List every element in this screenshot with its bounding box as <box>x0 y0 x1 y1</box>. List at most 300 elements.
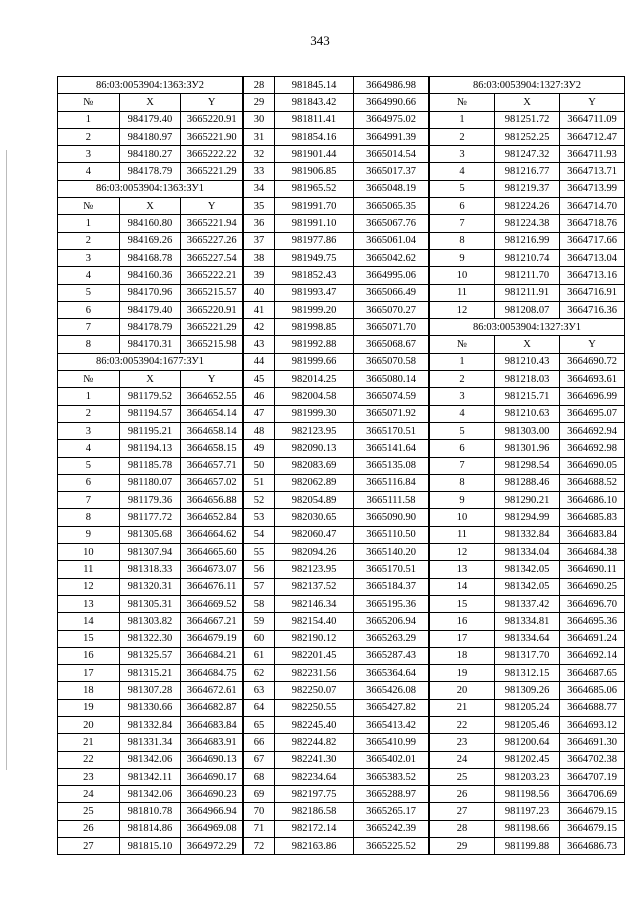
point-number-cell: 59 <box>244 613 275 630</box>
section-title-row <box>58 77 243 94</box>
table-row <box>430 128 625 145</box>
x-coordinate-cell: 981203.23 <box>495 768 560 785</box>
point-number-cell: 34 <box>244 180 275 197</box>
point-number-cell: 1 <box>430 111 495 128</box>
table-row <box>430 371 625 388</box>
y-coordinate-cell: 3665067.76 <box>354 215 429 232</box>
y-coordinate-cell: 3664657.02 <box>181 474 243 491</box>
x-coordinate-cell: 981342.06 <box>119 751 181 768</box>
point-number-cell: 22 <box>58 751 120 768</box>
point-number-cell: 8 <box>58 336 120 353</box>
y-coordinate-cell: 3664690.05 <box>560 457 625 474</box>
point-number-cell: 7 <box>58 492 120 509</box>
table-row <box>58 768 243 785</box>
table-row <box>244 751 429 768</box>
y-coordinate-cell: 3664679.15 <box>560 803 625 820</box>
table-row <box>244 665 429 682</box>
y-coordinate-cell: 3664707.19 <box>560 768 625 785</box>
x-coordinate-cell: 984170.31 <box>119 336 181 353</box>
table-row <box>58 561 243 578</box>
x-coordinate-cell: 981205.46 <box>495 716 560 733</box>
column-header-row <box>430 336 625 353</box>
y-coordinate-cell: 3664664.62 <box>181 526 243 543</box>
y-coordinate-cell: 3664702.38 <box>560 751 625 768</box>
x-coordinate-cell: 982244.82 <box>275 734 354 751</box>
point-number-cell: 69 <box>244 786 275 803</box>
x-coordinate-cell: 984169.26 <box>119 232 181 249</box>
point-number-cell: 8 <box>58 509 120 526</box>
x-coordinate-cell: 981330.66 <box>119 699 181 716</box>
point-number-cell: 4 <box>430 405 495 422</box>
table-row <box>58 440 243 457</box>
x-coordinate-cell: 981999.30 <box>275 405 354 422</box>
table-row <box>58 716 243 733</box>
section-title: 86:03:0053904:1363:ЗУ1 <box>58 180 243 197</box>
x-coordinate-cell: 984180.27 <box>119 146 181 163</box>
x-coordinate-cell: 981288.46 <box>495 474 560 491</box>
y-coordinate-cell: 3664691.30 <box>560 734 625 751</box>
point-number-cell: 1 <box>58 388 120 405</box>
y-coordinate-cell: 3665221.90 <box>181 128 243 145</box>
point-number-cell: 9 <box>58 526 120 543</box>
y-coordinate-cell: 3664658.14 <box>181 422 243 439</box>
x-coordinate-cell: 981199.88 <box>495 838 560 855</box>
y-coordinate-cell: 3664684.21 <box>181 647 243 664</box>
table-row <box>244 647 429 664</box>
x-coordinate-cell: 981216.77 <box>495 163 560 180</box>
table-row <box>430 405 625 422</box>
y-coordinate-cell: 3665141.64 <box>354 440 429 457</box>
column-header-x: X <box>119 371 181 388</box>
y-coordinate-cell: 3664690.11 <box>560 561 625 578</box>
table-row <box>244 457 429 474</box>
y-coordinate-cell: 3664692.98 <box>560 440 625 457</box>
point-number-cell: 67 <box>244 751 275 768</box>
point-number-cell: 5 <box>58 284 120 301</box>
x-coordinate-cell: 981949.75 <box>275 249 354 266</box>
x-coordinate-cell: 981219.37 <box>495 180 560 197</box>
point-number-cell: 3 <box>58 422 120 439</box>
point-number-cell: 31 <box>244 128 275 145</box>
y-coordinate-cell: 3665080.14 <box>354 371 429 388</box>
point-number-cell: 21 <box>58 734 120 751</box>
table-row <box>58 492 243 509</box>
y-coordinate-cell: 3665066.49 <box>354 284 429 301</box>
x-coordinate-cell: 982250.07 <box>275 682 354 699</box>
y-coordinate-cell: 3665140.20 <box>354 544 429 561</box>
y-coordinate-cell: 3664695.36 <box>560 613 625 630</box>
x-coordinate-cell: 981993.47 <box>275 284 354 301</box>
right-coordinate-table <box>429 76 625 855</box>
table-row <box>244 77 429 94</box>
y-coordinate-cell: 3664657.71 <box>181 457 243 474</box>
y-coordinate-cell: 3664692.14 <box>560 647 625 664</box>
table-row <box>430 457 625 474</box>
x-coordinate-cell: 981303.00 <box>495 422 560 439</box>
table-row <box>430 838 625 855</box>
point-number-cell: 11 <box>430 284 495 301</box>
y-coordinate-cell: 3664667.21 <box>181 613 243 630</box>
y-coordinate-cell: 3664684.75 <box>181 665 243 682</box>
y-coordinate-cell: 3664673.07 <box>181 561 243 578</box>
y-coordinate-cell: 3664716.36 <box>560 301 625 318</box>
x-coordinate-cell: 981332.84 <box>495 526 560 543</box>
point-number-cell: 17 <box>430 630 495 647</box>
section-title: 86:03:0053904:1327:ЗУ2 <box>430 77 625 94</box>
x-coordinate-cell: 984170.96 <box>119 284 181 301</box>
table-row <box>430 716 625 733</box>
y-coordinate-cell: 3664690.17 <box>181 768 243 785</box>
x-coordinate-cell: 981320.31 <box>119 578 181 595</box>
y-coordinate-cell: 3664714.70 <box>560 198 625 215</box>
table-row <box>58 111 243 128</box>
point-number-cell: 1 <box>58 215 120 232</box>
x-coordinate-cell: 984178.79 <box>119 319 181 336</box>
x-coordinate-cell: 982197.75 <box>275 786 354 803</box>
table-row <box>244 336 429 353</box>
y-coordinate-cell: 3664665.60 <box>181 544 243 561</box>
table-row <box>58 301 243 318</box>
table-row <box>244 405 429 422</box>
y-coordinate-cell: 3664711.09 <box>560 111 625 128</box>
table-row <box>244 249 429 266</box>
point-number-cell: 20 <box>430 682 495 699</box>
y-coordinate-cell: 3664995.06 <box>354 267 429 284</box>
y-coordinate-cell: 3664716.91 <box>560 284 625 301</box>
x-coordinate-cell: 984160.80 <box>119 215 181 232</box>
x-coordinate-cell: 981342.06 <box>119 786 181 803</box>
point-number-cell: 3 <box>430 388 495 405</box>
table-row <box>58 578 243 595</box>
table-row <box>430 180 625 197</box>
table-row <box>58 613 243 630</box>
table-row <box>244 578 429 595</box>
table-row <box>58 699 243 716</box>
point-number-cell: 65 <box>244 716 275 733</box>
table-row <box>244 492 429 509</box>
point-number-cell: 19 <box>430 665 495 682</box>
point-number-cell: 7 <box>58 319 120 336</box>
x-coordinate-cell: 982094.26 <box>275 544 354 561</box>
y-coordinate-cell: 3664972.29 <box>181 838 243 855</box>
y-coordinate-cell: 3665402.01 <box>354 751 429 768</box>
y-coordinate-cell: 3665227.54 <box>181 249 243 266</box>
table-row <box>430 820 625 837</box>
table-row <box>58 405 243 422</box>
y-coordinate-cell: 3664717.66 <box>560 232 625 249</box>
x-coordinate-cell: 984180.97 <box>119 128 181 145</box>
y-coordinate-cell: 3664718.76 <box>560 215 625 232</box>
section-title: 86:03:0053904:1363:ЗУ2 <box>58 77 243 94</box>
x-coordinate-cell: 982060.47 <box>275 526 354 543</box>
point-number-cell: 5 <box>430 180 495 197</box>
y-coordinate-cell: 3664676.11 <box>181 578 243 595</box>
x-coordinate-cell: 982231.56 <box>275 665 354 682</box>
table-row <box>58 215 243 232</box>
point-number-cell: 7 <box>430 215 495 232</box>
section-title-row <box>430 319 625 336</box>
y-coordinate-cell: 3664685.06 <box>560 682 625 699</box>
y-coordinate-cell: 3665288.97 <box>354 786 429 803</box>
point-number-cell: 23 <box>58 768 120 785</box>
x-coordinate-cell: 981305.31 <box>119 595 181 612</box>
point-number-cell: 14 <box>58 613 120 630</box>
x-coordinate-cell: 981198.56 <box>495 786 560 803</box>
table-row <box>244 613 429 630</box>
table-row <box>430 492 625 509</box>
y-coordinate-cell: 3664683.91 <box>181 734 243 751</box>
y-coordinate-cell: 3665170.51 <box>354 561 429 578</box>
table-row <box>244 232 429 249</box>
table-row <box>430 388 625 405</box>
x-coordinate-cell: 984160.36 <box>119 267 181 284</box>
point-number-cell: 58 <box>244 595 275 612</box>
table-row <box>58 336 243 353</box>
y-coordinate-cell: 3664679.15 <box>560 820 625 837</box>
point-number-cell: 4 <box>430 163 495 180</box>
point-number-cell: 55 <box>244 544 275 561</box>
y-coordinate-cell: 3664990.66 <box>354 94 429 111</box>
table-row <box>58 734 243 751</box>
x-coordinate-cell: 981198.66 <box>495 820 560 837</box>
point-number-cell: 71 <box>244 820 275 837</box>
table-row <box>58 544 243 561</box>
point-number-cell: 24 <box>58 786 120 803</box>
y-coordinate-cell: 3664686.73 <box>560 838 625 855</box>
table-row <box>430 544 625 561</box>
table-row <box>430 284 625 301</box>
y-coordinate-cell: 3665222.22 <box>181 146 243 163</box>
point-number-cell: 70 <box>244 803 275 820</box>
x-coordinate-cell: 981179.52 <box>119 388 181 405</box>
table-row <box>430 249 625 266</box>
y-coordinate-cell: 3665227.26 <box>181 232 243 249</box>
x-coordinate-cell: 982083.69 <box>275 457 354 474</box>
x-coordinate-cell: 981901.44 <box>275 146 354 163</box>
column-header-no: № <box>430 94 495 111</box>
point-number-cell: 36 <box>244 215 275 232</box>
point-number-cell: 17 <box>58 665 120 682</box>
x-coordinate-cell: 981331.34 <box>119 734 181 751</box>
table-row <box>58 682 243 699</box>
table-row <box>58 249 243 266</box>
table-row <box>430 613 625 630</box>
column-header-x: X <box>495 94 560 111</box>
x-coordinate-cell: 981999.20 <box>275 301 354 318</box>
table-row <box>58 474 243 491</box>
x-coordinate-cell: 981991.10 <box>275 215 354 232</box>
x-coordinate-cell: 981211.70 <box>495 267 560 284</box>
x-coordinate-cell: 984179.40 <box>119 111 181 128</box>
table-row <box>244 94 429 111</box>
point-number-cell: 8 <box>430 474 495 491</box>
table-row <box>430 353 625 370</box>
table-row <box>244 388 429 405</box>
table-row <box>58 267 243 284</box>
x-coordinate-cell: 984168.78 <box>119 249 181 266</box>
table-row <box>58 820 243 837</box>
y-coordinate-cell: 3664690.13 <box>181 751 243 768</box>
y-coordinate-cell: 3665426.08 <box>354 682 429 699</box>
section-title-row <box>58 353 243 370</box>
column-header-no: № <box>58 94 120 111</box>
table-row <box>244 595 429 612</box>
point-number-cell: 57 <box>244 578 275 595</box>
y-coordinate-cell: 3665135.08 <box>354 457 429 474</box>
y-coordinate-cell: 3664713.99 <box>560 180 625 197</box>
table-row <box>430 630 625 647</box>
x-coordinate-cell: 981977.86 <box>275 232 354 249</box>
y-coordinate-cell: 3665221.29 <box>181 319 243 336</box>
point-number-cell: 12 <box>430 301 495 318</box>
y-coordinate-cell: 3665215.57 <box>181 284 243 301</box>
y-coordinate-cell: 3664658.15 <box>181 440 243 457</box>
y-coordinate-cell: 3664969.08 <box>181 820 243 837</box>
x-coordinate-cell: 981309.26 <box>495 682 560 699</box>
point-number-cell: 49 <box>244 440 275 457</box>
y-coordinate-cell: 3664696.70 <box>560 595 625 612</box>
x-coordinate-cell: 981342.05 <box>495 561 560 578</box>
x-coordinate-cell: 981210.74 <box>495 249 560 266</box>
point-number-cell: 63 <box>244 682 275 699</box>
table-row <box>430 751 625 768</box>
y-coordinate-cell: 3665111.58 <box>354 492 429 509</box>
table-row <box>244 630 429 647</box>
table-row <box>430 267 625 284</box>
point-number-cell: 2 <box>58 405 120 422</box>
x-coordinate-cell: 981325.57 <box>119 647 181 664</box>
point-number-cell: 13 <box>430 561 495 578</box>
point-number-cell: 9 <box>430 249 495 266</box>
y-coordinate-cell: 3664695.07 <box>560 405 625 422</box>
point-number-cell: 30 <box>244 111 275 128</box>
point-number-cell: 16 <box>430 613 495 630</box>
x-coordinate-cell: 981185.78 <box>119 457 181 474</box>
y-coordinate-cell: 3665170.51 <box>354 422 429 439</box>
x-coordinate-cell: 981305.68 <box>119 526 181 543</box>
x-coordinate-cell: 982123.95 <box>275 422 354 439</box>
table-row <box>244 682 429 699</box>
y-coordinate-cell: 3665410.99 <box>354 734 429 751</box>
table-row <box>430 422 625 439</box>
table-row <box>244 803 429 820</box>
y-coordinate-cell: 3664688.52 <box>560 474 625 491</box>
y-coordinate-cell: 3665220.91 <box>181 301 243 318</box>
x-coordinate-cell: 982054.89 <box>275 492 354 509</box>
table-row <box>244 284 429 301</box>
x-coordinate-cell: 981992.88 <box>275 336 354 353</box>
point-number-cell: 14 <box>430 578 495 595</box>
point-number-cell: 1 <box>58 111 120 128</box>
table-row <box>58 232 243 249</box>
y-coordinate-cell: 3665068.67 <box>354 336 429 353</box>
y-coordinate-cell: 3665364.64 <box>354 665 429 682</box>
x-coordinate-cell: 981194.57 <box>119 405 181 422</box>
point-number-cell: 5 <box>58 457 120 474</box>
x-coordinate-cell: 981998.85 <box>275 319 354 336</box>
x-coordinate-cell: 981210.43 <box>495 353 560 370</box>
x-coordinate-cell: 981180.07 <box>119 474 181 491</box>
x-coordinate-cell: 981224.38 <box>495 215 560 232</box>
section-title-row <box>430 77 625 94</box>
y-coordinate-cell: 3664669.52 <box>181 595 243 612</box>
point-number-cell: 4 <box>58 267 120 284</box>
y-coordinate-cell: 3665014.54 <box>354 146 429 163</box>
point-number-cell: 10 <box>58 544 120 561</box>
x-coordinate-cell: 981197.23 <box>495 803 560 820</box>
y-coordinate-cell: 3664713.04 <box>560 249 625 266</box>
y-coordinate-cell: 3664712.47 <box>560 128 625 145</box>
point-number-cell: 47 <box>244 405 275 422</box>
y-coordinate-cell: 3665215.98 <box>181 336 243 353</box>
point-number-cell: 39 <box>244 267 275 284</box>
x-coordinate-cell: 981177.72 <box>119 509 181 526</box>
point-number-cell: 26 <box>430 786 495 803</box>
point-number-cell: 28 <box>244 77 275 94</box>
table-row <box>244 509 429 526</box>
x-coordinate-cell: 981252.25 <box>495 128 560 145</box>
table-row <box>244 267 429 284</box>
x-coordinate-cell: 981317.70 <box>495 647 560 664</box>
point-number-cell: 6 <box>430 440 495 457</box>
x-coordinate-cell: 981208.07 <box>495 301 560 318</box>
point-number-cell: 1 <box>430 353 495 370</box>
y-coordinate-cell: 3664690.72 <box>560 353 625 370</box>
table-row <box>58 595 243 612</box>
y-coordinate-cell: 3665221.94 <box>181 215 243 232</box>
table-row <box>244 422 429 439</box>
y-coordinate-cell: 3665070.27 <box>354 301 429 318</box>
table-row <box>244 371 429 388</box>
y-coordinate-cell: 3665071.70 <box>354 319 429 336</box>
table-row <box>244 699 429 716</box>
y-coordinate-cell: 3665184.37 <box>354 578 429 595</box>
table-row <box>244 768 429 785</box>
y-coordinate-cell: 3664690.23 <box>181 786 243 803</box>
x-coordinate-cell: 981854.16 <box>275 128 354 145</box>
point-number-cell: 42 <box>244 319 275 336</box>
y-coordinate-cell: 3665222.21 <box>181 267 243 284</box>
column-header-x: X <box>495 336 560 353</box>
y-coordinate-cell: 3664693.12 <box>560 716 625 733</box>
section-title: 86:03:0053904:1677:ЗУ1 <box>58 353 243 370</box>
point-number-cell: 12 <box>430 544 495 561</box>
x-coordinate-cell: 982241.30 <box>275 751 354 768</box>
x-coordinate-cell: 982014.25 <box>275 371 354 388</box>
y-coordinate-cell: 3664685.83 <box>560 509 625 526</box>
y-coordinate-cell: 3665225.52 <box>354 838 429 855</box>
table-row <box>244 128 429 145</box>
point-number-cell: 8 <box>430 232 495 249</box>
x-coordinate-cell: 981211.91 <box>495 284 560 301</box>
table-row <box>58 786 243 803</box>
x-coordinate-cell: 981843.42 <box>275 94 354 111</box>
table-row <box>58 128 243 145</box>
x-coordinate-cell: 981247.32 <box>495 146 560 163</box>
y-coordinate-cell: 3664975.02 <box>354 111 429 128</box>
y-coordinate-cell: 3665074.59 <box>354 388 429 405</box>
point-number-cell: 18 <box>430 647 495 664</box>
point-number-cell: 40 <box>244 284 275 301</box>
point-number-cell: 29 <box>244 94 275 111</box>
point-number-cell: 11 <box>430 526 495 543</box>
x-coordinate-cell: 981205.24 <box>495 699 560 716</box>
table-row <box>244 734 429 751</box>
y-coordinate-cell: 3664966.94 <box>181 803 243 820</box>
table-row <box>58 803 243 820</box>
y-coordinate-cell: 3664652.84 <box>181 509 243 526</box>
column-header-row <box>58 371 243 388</box>
